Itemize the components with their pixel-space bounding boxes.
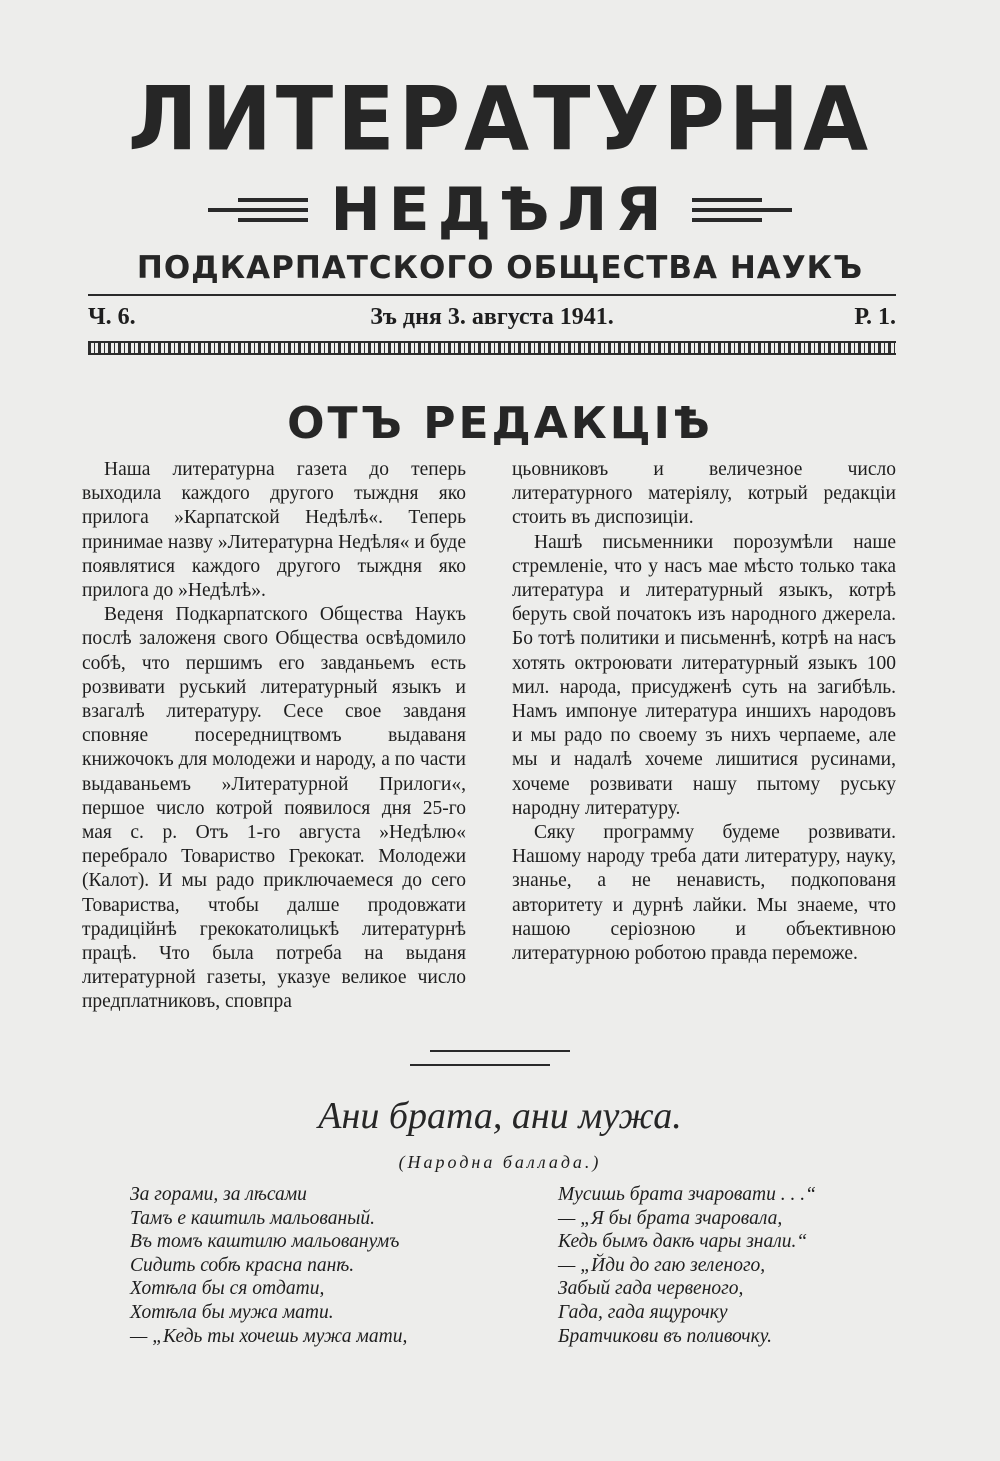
masthead-subtitle: НЕДѢЛЯ <box>330 175 670 245</box>
poem-line: Хотѣла бы мужа мати. <box>130 1301 334 1323</box>
section-divider-top <box>430 1050 570 1052</box>
section-divider-bottom <box>410 1064 550 1066</box>
editorial-paragraph: Веденя Подкарпатского Общества Наукъ послѣ заложеня свого Общества освѣдомило собѣ, что першимъ его завданьемъ есть розвивати руський литературный языкъ и взагалѣ литературу. Сесе свое завданя сповняе посередництвомъ выдаваня книжочокъ для молодежи и народу, а по части выдаваньемъ »Литературной Прилоги«, першое число котрой появилося дня 25-го мая с. р. Отъ 1-го августа »Недѣлю« перебрало Товариство Грекокат. Молодежи (Калот). И мы радо приключаемеся до сего Товариства, чтобы далше продовжати традиційнѣ грекокатолицькѣ литературнѣ працѣ. Что была потреба на выданя литературной газеты, указуе великое число предплатниковъ, сповпра <box>82 604 466 1013</box>
poem-line: Кедь бымъ дакѣ чары знали.“ <box>558 1231 808 1253</box>
editorial-title: ОТЪ РЕДАКЦІѢ <box>287 398 713 449</box>
ornamental-lines-left <box>208 198 308 222</box>
poem-left-stanza <box>130 1183 407 1348</box>
editorial-paragraph: цьовниковъ и величезное число литературного матеріялу, котрый редакціи стоить въ диспозиціи. <box>512 459 896 529</box>
editorial-left-column <box>82 458 466 1015</box>
poem-line: — „Йди до гаю зеленого, <box>558 1254 766 1276</box>
issue-date: Зъ дня 3. августа 1941. <box>370 304 614 330</box>
ornamental-lines-right <box>692 198 792 222</box>
poem-line: Сидить собѣ красна панѣ. <box>130 1254 355 1276</box>
poem-line: Братчикови въ поливочку. <box>558 1325 773 1347</box>
issue-info-row <box>88 304 896 338</box>
poem-line: — „Я бы брата зчаровала, <box>558 1207 783 1229</box>
poem-line: — „Кедь ты хочешь мужа мати, <box>130 1325 408 1347</box>
poem-line: За горами, за лѣсами <box>130 1184 307 1205</box>
issue-number: Ч. 6. <box>88 304 136 330</box>
masthead-title: ЛИТЕРАТУРНА <box>127 67 873 171</box>
editorial-paragraph: Сяку программу будеме розвивати. Нашому народу треба дати литературу, науку, знанье, а не ненависть, подкопованя авторитету и дурнѣ лайки. Мы знаеме, что нашою серіозною и объективною литературною роботою правда переможе. <box>512 822 896 965</box>
issue-year: Р. 1. <box>854 304 896 330</box>
ornamental-border <box>88 341 896 355</box>
society-name: ПОДКАРПАТСКОГО ОБЩЕСТВА НАУКЪ <box>136 250 864 286</box>
poem-line: Мусишь брата зчаровати . . .“ <box>558 1184 816 1205</box>
editorial-paragraph: Наша литературна газета до теперь выходила каждого другого тыждня яко прилога »Карпатской Недѣлѣ«. Теперь принимае назву »Литературна Недѣля« и буде появлятися каждого другого тыждня яко прилога до »Недѣлѣ». <box>82 459 466 602</box>
poem-subtitle: (Народна баллада.) <box>398 1152 602 1172</box>
editorial-paragraph: Нашѣ письменники порозумѣли наше стремленіе, что у насъ мае мѣсто только така литература и литературный языкъ, котрѣ беруть свой початокъ изъ народного джерела. Бо тотѣ политики и письменнѣ, котрѣ на насъ хотять октроювати литературный языкъ 100 мил. народа, присудженѣ суть на загибѣль. Намъ импонуе литература иншихъ народовъ и мы радо по своему зъ нихъ черпаеме, але мы и надалѣ хочеме лишитися русинами, хочеме розвивати нашу пытому руську народну литературу. <box>512 531 896 819</box>
poem-line: Забый гада червеного, <box>558 1278 744 1300</box>
editorial-right-column <box>512 458 896 966</box>
header-rule <box>88 294 896 296</box>
poem-title: Ани брата, ани мужа. <box>318 1095 682 1137</box>
poem-line: Тамъ е каштиль мальованый. <box>130 1207 375 1229</box>
poem-line: Гада, гада ящурочку <box>558 1301 728 1323</box>
poem-line: Хотѣла бы ся отдати, <box>130 1278 325 1300</box>
poem-right-stanza <box>558 1183 816 1348</box>
poem-line: Въ томъ каштилю мальованумъ <box>130 1231 400 1253</box>
masthead-subtitle-row <box>190 170 810 250</box>
